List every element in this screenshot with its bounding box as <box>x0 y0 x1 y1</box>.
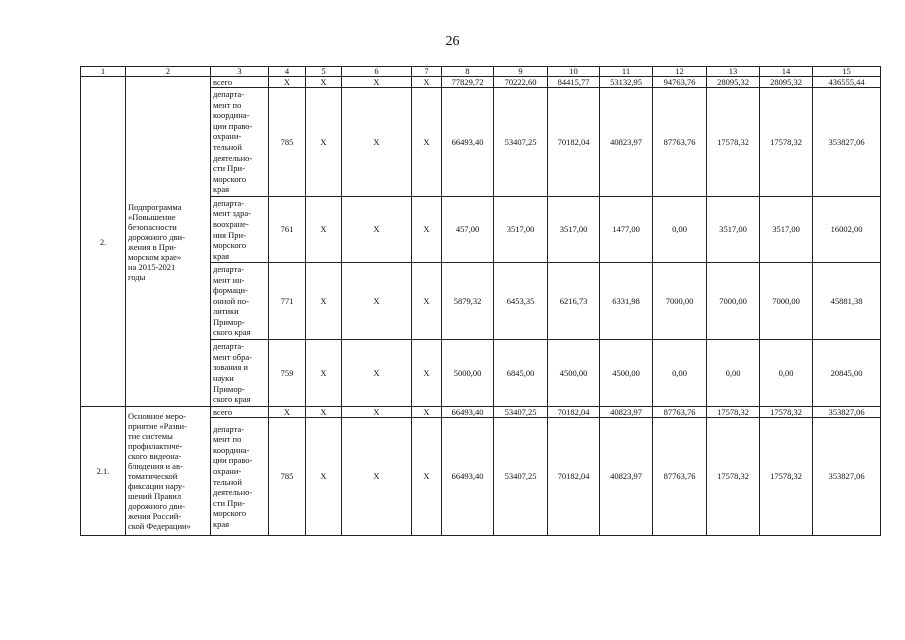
cell-value: 4500,00 <box>600 340 653 407</box>
cell-value: 17578,32 <box>760 418 813 536</box>
cell-value: 87763,76 <box>653 88 707 197</box>
item-number: 2. <box>81 77 126 407</box>
cell-value: 353827,06 <box>813 88 881 197</box>
department-code: 771 <box>269 263 306 340</box>
cell-x: X <box>306 88 342 197</box>
cell-value: 17578,32 <box>760 88 813 197</box>
cell-value: 7000,00 <box>760 263 813 340</box>
cell-value: 40823,97 <box>600 418 653 536</box>
cell-value: 5000,00 <box>442 340 494 407</box>
cell-x: X <box>306 263 342 340</box>
cell-value: 28095,32 <box>707 77 760 88</box>
item-name: Основное меро- приятие «Разви- тие системы профилактиче- ского видеона- блюдения и ав- томатической фиксации нару- шений Правил дорожного дви- жения Россий- ской Федерации» <box>126 407 211 536</box>
cell-value: 6331,98 <box>600 263 653 340</box>
column-number: 6 <box>342 67 412 77</box>
department-code: 761 <box>269 197 306 263</box>
cell-value: 1477,00 <box>600 197 653 263</box>
cell-value: 84415,77 <box>548 77 600 88</box>
cell-value: 87763,76 <box>653 407 707 418</box>
cell-value: 436555,44 <box>813 77 881 88</box>
cell-value: 5879,32 <box>442 263 494 340</box>
cell-value: 66493,40 <box>442 88 494 197</box>
column-number-row <box>81 67 881 77</box>
column-number: 14 <box>760 67 813 77</box>
cell-x: X <box>342 418 412 536</box>
department-code: 785 <box>269 88 306 197</box>
column-number: 12 <box>653 67 707 77</box>
cell-x: X <box>412 340 442 407</box>
column-number: 10 <box>548 67 600 77</box>
cell-value: 6216,73 <box>548 263 600 340</box>
column-number: 7 <box>412 67 442 77</box>
cell-value: 45881,38 <box>813 263 881 340</box>
budget-table <box>80 66 881 536</box>
cell-x: X <box>269 407 306 418</box>
cell-value: 70222,60 <box>494 77 548 88</box>
cell-value: 66493,40 <box>442 407 494 418</box>
total-label: всего <box>211 407 269 418</box>
cell-value: 70182,04 <box>548 418 600 536</box>
cell-x: X <box>342 77 412 88</box>
cell-value: 94763,76 <box>653 77 707 88</box>
department-name: департа- мент по координа- ции право- охрани- тельной деятельно- сти При- морского края <box>211 418 269 536</box>
cell-value: 3517,00 <box>760 197 813 263</box>
cell-value: 20845,00 <box>813 340 881 407</box>
cell-value: 3517,00 <box>548 197 600 263</box>
cell-x: X <box>306 77 342 88</box>
cell-x: X <box>412 88 442 197</box>
column-number: 9 <box>494 67 548 77</box>
item-name: Подпрограмма «Повышение безопасности дорожного дви- жения в При- морском крае» на 2015-2021 годы <box>126 77 211 407</box>
cell-x: X <box>342 197 412 263</box>
cell-value: 4500,00 <box>548 340 600 407</box>
cell-value: 353827,06 <box>813 418 881 536</box>
total-label: всего <box>211 77 269 88</box>
cell-x: X <box>342 340 412 407</box>
cell-x: X <box>306 340 342 407</box>
department-name: департа- мент ин- формаци- онной по- литики Примор- ского края <box>211 263 269 340</box>
cell-x: X <box>412 263 442 340</box>
department-name: департа- мент по координа- ции право- охрани- тельной деятельно- сти При- морского края <box>211 88 269 197</box>
cell-x: X <box>412 407 442 418</box>
department-name: департа- мент здра- воохране- ния При- морского края <box>211 197 269 263</box>
cell-x: X <box>412 77 442 88</box>
cell-x: X <box>342 407 412 418</box>
table-row-total <box>81 407 881 418</box>
cell-value: 40823,97 <box>600 407 653 418</box>
cell-value: 7000,00 <box>707 263 760 340</box>
page-number: 26 <box>445 34 460 49</box>
column-number: 8 <box>442 67 494 77</box>
cell-x: X <box>269 77 306 88</box>
cell-value: 17578,32 <box>707 418 760 536</box>
cell-value: 3517,00 <box>494 197 548 263</box>
column-number: 11 <box>600 67 653 77</box>
cell-x: X <box>306 407 342 418</box>
department-name: департа- мент обра- зования и науки Примор- ского края <box>211 340 269 407</box>
cell-x: X <box>306 197 342 263</box>
cell-value: 77829,72 <box>442 77 494 88</box>
cell-value: 0,00 <box>653 197 707 263</box>
cell-value: 3517,00 <box>707 197 760 263</box>
cell-x: X <box>342 263 412 340</box>
column-number: 5 <box>306 67 342 77</box>
cell-value: 6845,00 <box>494 340 548 407</box>
cell-value: 16002,00 <box>813 197 881 263</box>
cell-x: X <box>412 418 442 536</box>
cell-value: 70182,04 <box>548 407 600 418</box>
cell-x: X <box>342 88 412 197</box>
item-number: 2.1. <box>81 407 126 536</box>
department-code: 785 <box>269 418 306 536</box>
column-number: 13 <box>707 67 760 77</box>
department-code: 759 <box>269 340 306 407</box>
cell-value: 0,00 <box>760 340 813 407</box>
cell-value: 17578,32 <box>707 407 760 418</box>
table-row-total <box>81 77 881 88</box>
cell-value: 40823,97 <box>600 88 653 197</box>
cell-value: 70182,04 <box>548 88 600 197</box>
cell-value: 353827,06 <box>813 407 881 418</box>
column-number: 2 <box>126 67 211 77</box>
cell-value: 17578,32 <box>707 88 760 197</box>
cell-value: 0,00 <box>707 340 760 407</box>
cell-value: 53132,95 <box>600 77 653 88</box>
column-number: 15 <box>813 67 881 77</box>
cell-value: 6453,35 <box>494 263 548 340</box>
cell-value: 17578,32 <box>760 407 813 418</box>
column-number: 3 <box>211 67 269 77</box>
cell-x: X <box>306 418 342 536</box>
cell-value: 53407,25 <box>494 418 548 536</box>
column-number: 4 <box>269 67 306 77</box>
cell-value: 0,00 <box>653 340 707 407</box>
cell-x: X <box>412 197 442 263</box>
cell-value: 53407,25 <box>494 407 548 418</box>
cell-value: 28095,32 <box>760 77 813 88</box>
cell-value: 7000,00 <box>653 263 707 340</box>
cell-value: 87763,76 <box>653 418 707 536</box>
cell-value: 66493,40 <box>442 418 494 536</box>
cell-value: 457,00 <box>442 197 494 263</box>
cell-value: 53407,25 <box>494 88 548 197</box>
column-number: 1 <box>81 67 126 77</box>
